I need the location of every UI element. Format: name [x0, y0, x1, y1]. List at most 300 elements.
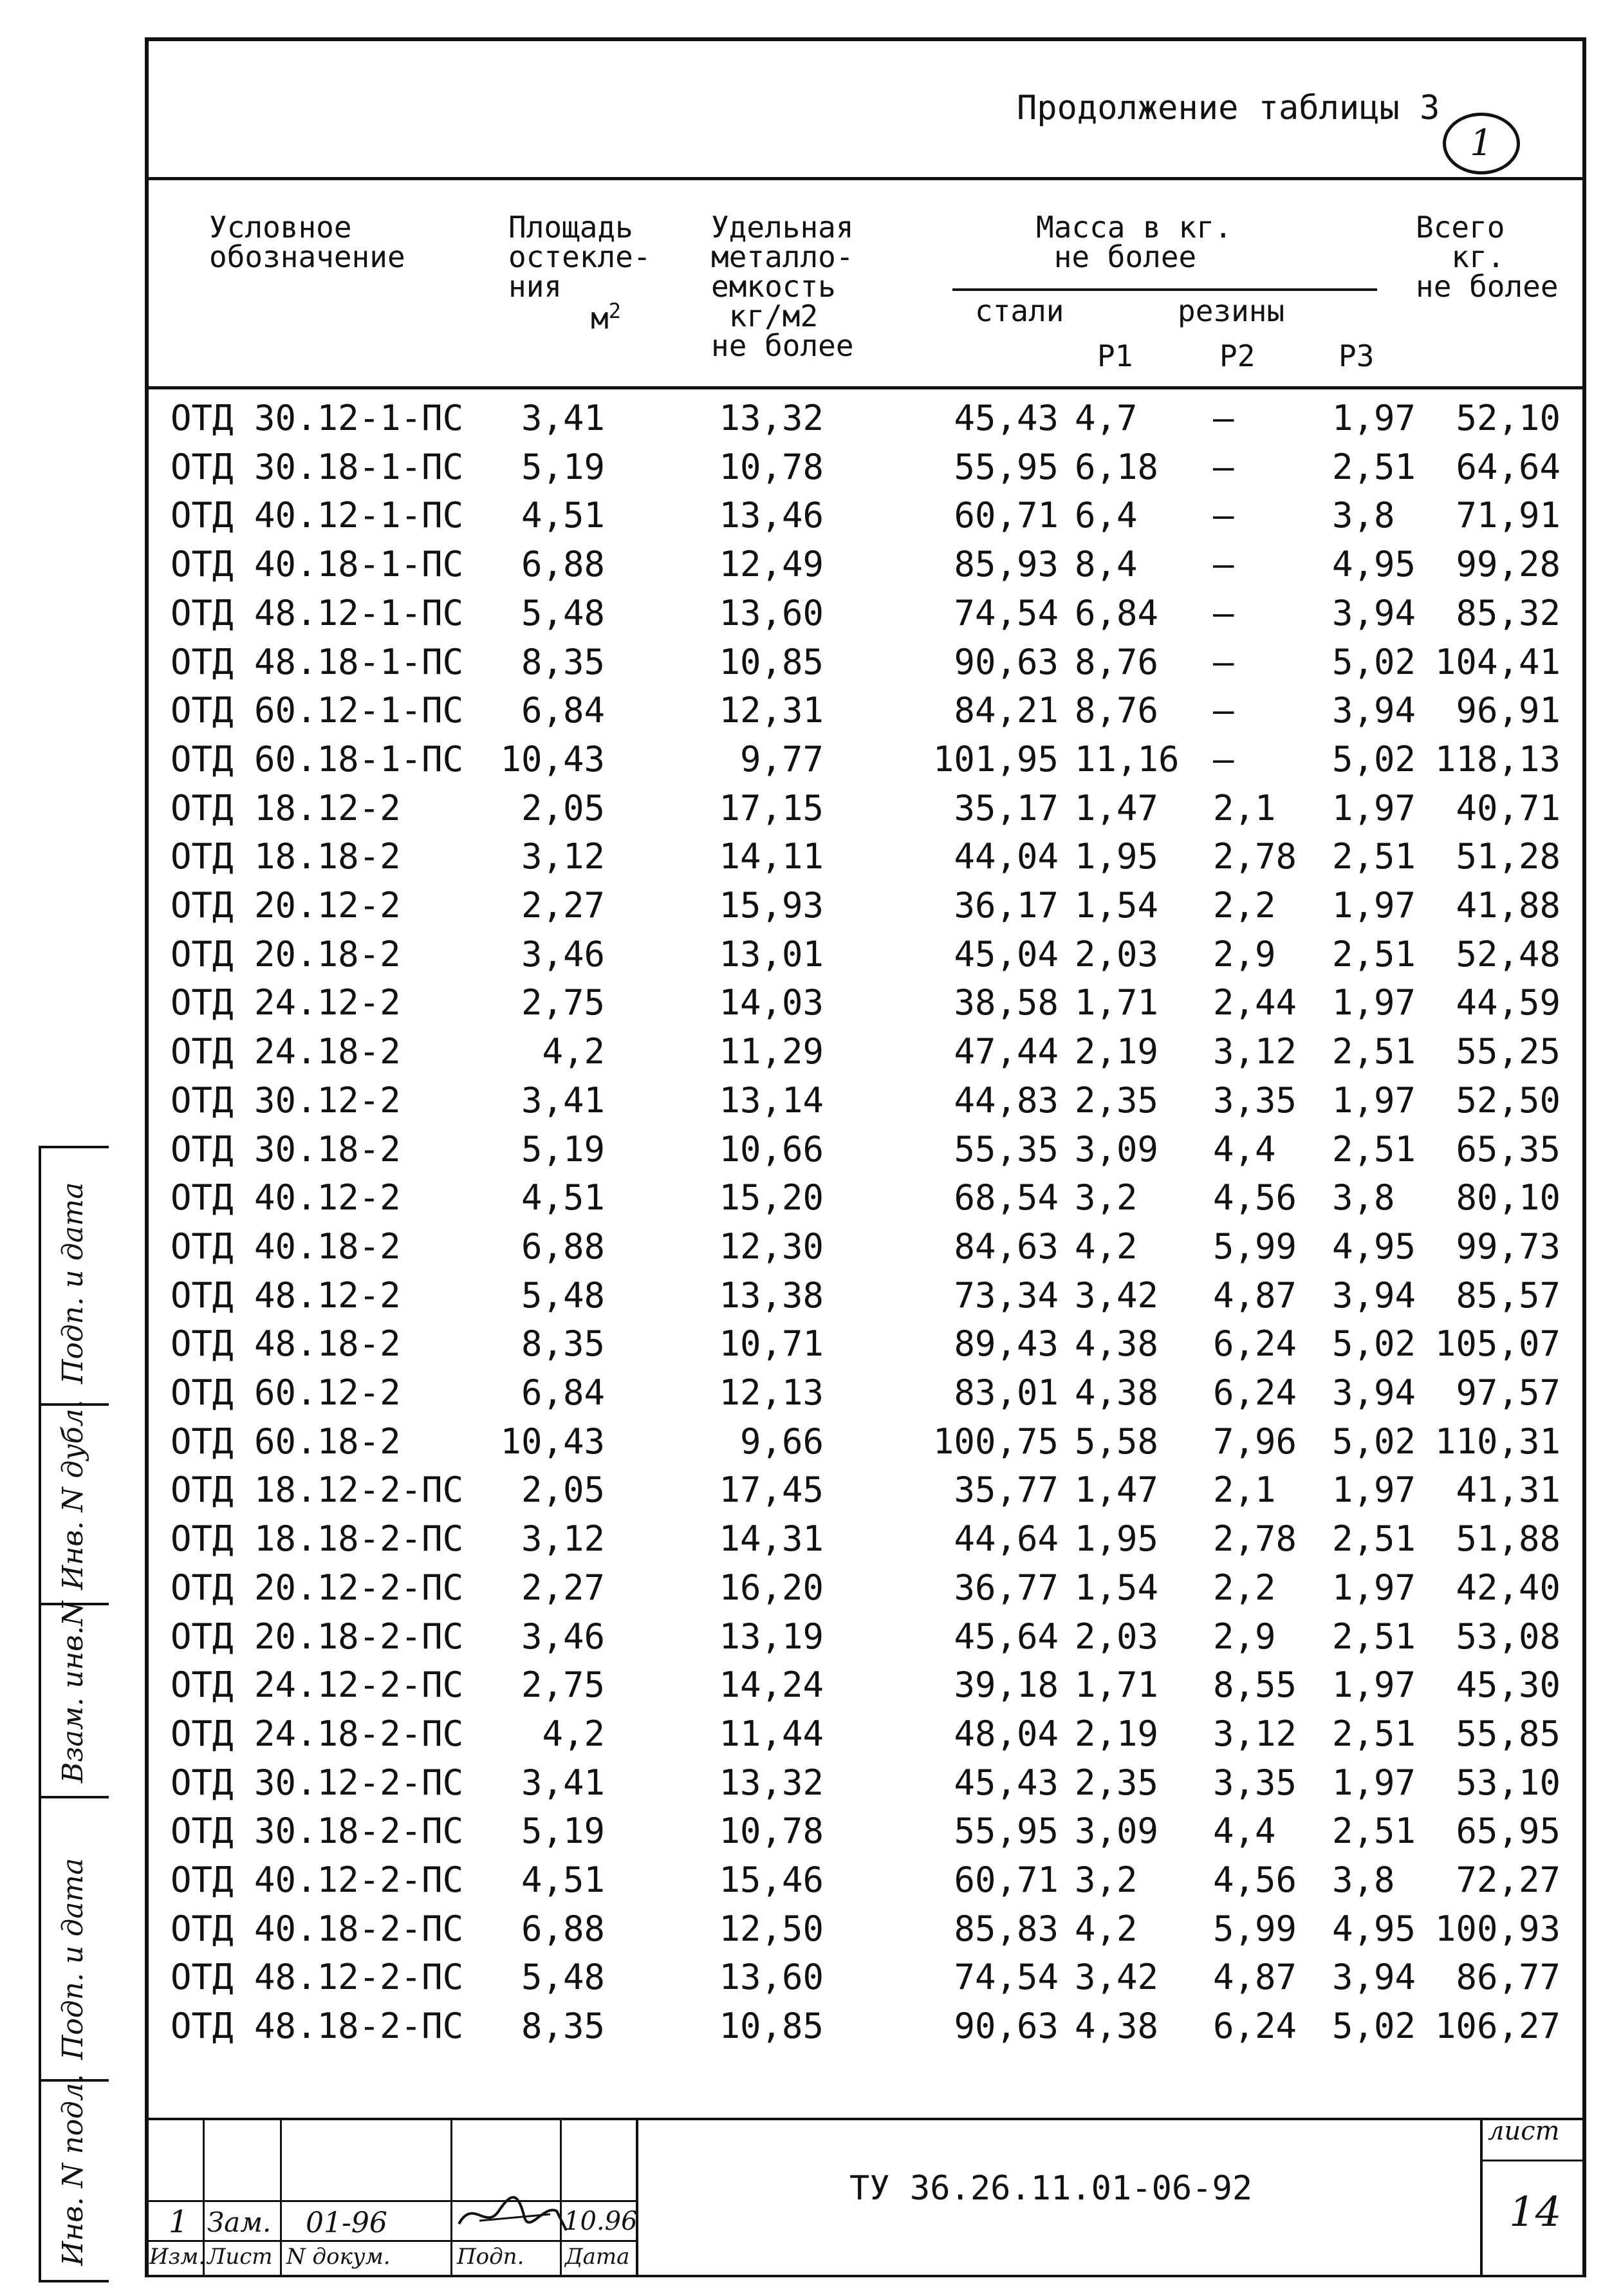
cell-designation: ОТД 48.18-1-ПС — [171, 641, 464, 682]
cell-p3: 2,51 — [1332, 1518, 1416, 1560]
cell-p3: 4,95 — [1332, 544, 1416, 585]
cell-area: 2,27 — [521, 1567, 605, 1608]
cell-p2: 8,55 — [1213, 1665, 1297, 1706]
cell-p3: 2,51 — [1332, 1031, 1416, 1072]
cell-p1: 11,16 — [1075, 738, 1180, 779]
table-row — [0, 1177, 1612, 1226]
cell-p3: 2,51 — [1332, 836, 1416, 877]
cell-area: 2,75 — [521, 1665, 605, 1706]
cell-p2: 6,24 — [1213, 1372, 1297, 1413]
cell-steel: 101,95 — [932, 738, 1059, 779]
table-row — [0, 1665, 1612, 1713]
cell-total: 72,27 — [1456, 1860, 1561, 1900]
cell-designation: ОТД 24.18-2 — [171, 1031, 401, 1072]
cell-area: 6,88 — [521, 1226, 605, 1267]
cell-area: 10,43 — [500, 1421, 605, 1462]
cell-p3: 1,97 — [1332, 885, 1416, 926]
cell-area: 6,88 — [521, 1908, 605, 1949]
cell-area: 3,46 — [521, 933, 605, 975]
cell-metal: 10,85 — [719, 2006, 824, 2047]
cell-p1: 3,2 — [1075, 1177, 1138, 1218]
cell-steel: 100,75 — [932, 1421, 1059, 1462]
table-row — [0, 982, 1612, 1031]
cell-steel: 38,58 — [954, 982, 1059, 1023]
cell-p1: 4,38 — [1075, 1323, 1159, 1365]
cell-designation: ОТД 30.18-1-ПС — [171, 446, 464, 487]
cell-designation: ОТД 30.18-2-ПС — [171, 1811, 464, 1852]
cell-designation: ОТД 60.12-1-ПС — [171, 690, 464, 731]
table-row — [0, 1713, 1612, 1762]
cell-p2: 3,35 — [1213, 1762, 1297, 1803]
cell-p1: 1,95 — [1075, 1518, 1159, 1560]
cell-steel: 60,71 — [954, 1860, 1059, 1900]
cell-p1: 3,09 — [1075, 1811, 1159, 1852]
cell-total: 55,85 — [1456, 1713, 1561, 1754]
cell-area: 4,2 — [542, 1713, 605, 1754]
side-podp-data-2: Подп. и дата — [57, 1858, 89, 2060]
cell-area: 5,48 — [521, 1957, 605, 1998]
cell-steel: 36,17 — [954, 885, 1059, 926]
cell-steel: 45,43 — [954, 1762, 1059, 1803]
cell-p3: 3,94 — [1332, 592, 1416, 633]
table-row — [0, 788, 1612, 836]
cell-p3: 2,51 — [1332, 1713, 1416, 1754]
table-row — [0, 1518, 1612, 1567]
cell-designation: ОТД 18.12-2-ПС — [171, 1470, 464, 1511]
stamp-col-rule — [1480, 2118, 1483, 2276]
cell-area: 5,19 — [521, 1128, 605, 1170]
cell-p3: 1,97 — [1332, 1567, 1416, 1608]
cell-designation: ОТД 20.18-2-ПС — [171, 1616, 464, 1657]
cell-p3: 2,51 — [1332, 446, 1416, 487]
cell-p2: – — [1213, 690, 1234, 731]
cell-steel: 60,71 — [954, 495, 1059, 536]
cell-designation: ОТД 20.12-2-ПС — [171, 1567, 464, 1608]
table-row — [0, 495, 1612, 543]
cell-total: 96,91 — [1456, 690, 1561, 731]
table-continuation-title: Продолжение таблицы 3 — [1017, 89, 1440, 127]
cell-p2: 2,78 — [1213, 836, 1297, 877]
stamp-col-podp: Подп. — [457, 2244, 524, 2270]
table-row — [0, 1275, 1612, 1323]
cell-area: 8,35 — [521, 2006, 605, 2047]
cell-designation: ОТД 48.12-2 — [171, 1274, 401, 1316]
cell-total: 45,30 — [1456, 1665, 1561, 1706]
cell-p2: 2,9 — [1213, 1616, 1276, 1657]
table-row — [0, 739, 1612, 787]
cell-metal: 10,78 — [719, 446, 824, 487]
cell-metal: 13,60 — [719, 1957, 824, 1998]
cell-total: 52,10 — [1456, 398, 1561, 438]
cell-total: 71,91 — [1456, 495, 1561, 536]
cell-p2: 3,12 — [1213, 1031, 1297, 1072]
cell-p3: 1,97 — [1332, 398, 1416, 438]
table-row — [0, 1226, 1612, 1274]
cell-p3: 1,97 — [1332, 787, 1416, 828]
cell-p2: 6,24 — [1213, 1323, 1297, 1365]
cell-metal: 13,60 — [719, 592, 824, 633]
cell-designation: ОТД 20.12-2 — [171, 885, 401, 926]
stamp-col-rule — [636, 2118, 638, 2276]
cell-steel: 44,04 — [954, 836, 1059, 877]
cell-total: 51,28 — [1456, 836, 1561, 877]
cell-total: 44,59 — [1456, 982, 1561, 1023]
cell-steel: 44,64 — [954, 1518, 1059, 1560]
cell-total: 100,93 — [1434, 1908, 1561, 1949]
stamp-sheet-rule — [1480, 2160, 1583, 2161]
cell-p1: 1,47 — [1075, 1470, 1159, 1511]
table-row — [0, 1567, 1612, 1616]
cell-metal: 15,93 — [719, 885, 824, 926]
stamp-rev-date: 10.96 — [564, 2207, 638, 2236]
cell-designation: ОТД 30.12-2-ПС — [171, 1762, 464, 1803]
cell-area: 2,27 — [521, 885, 605, 926]
side-inv-dubl: Инв. N дубл. — [57, 1399, 89, 1590]
cell-metal: 11,29 — [719, 1031, 824, 1072]
cell-p1: 1,95 — [1075, 836, 1159, 877]
cell-designation: ОТД 48.12-1-ПС — [171, 592, 464, 633]
cell-p2: 5,99 — [1213, 1226, 1297, 1267]
cell-total: 99,73 — [1456, 1226, 1561, 1267]
table-row — [0, 1129, 1612, 1177]
cell-designation: ОТД 24.12-2 — [171, 982, 401, 1023]
cell-total: 85,32 — [1456, 592, 1561, 633]
cell-p3: 2,51 — [1332, 1128, 1416, 1170]
cell-p3: 1,97 — [1332, 982, 1416, 1023]
cell-p3: 3,94 — [1332, 690, 1416, 731]
cell-metal: 14,31 — [719, 1518, 824, 1560]
cell-designation: ОТД 18.18-2 — [171, 836, 401, 877]
cell-p2: – — [1213, 592, 1234, 633]
cell-area: 2,05 — [521, 787, 605, 828]
cell-area: 3,46 — [521, 1616, 605, 1657]
cell-designation: ОТД 24.18-2-ПС — [171, 1713, 464, 1754]
cell-p2: – — [1213, 446, 1234, 487]
table-row — [0, 642, 1612, 690]
cell-total: 65,35 — [1456, 1128, 1561, 1170]
cell-designation: ОТД 48.12-2-ПС — [171, 1957, 464, 1998]
cell-total: 97,57 — [1456, 1372, 1561, 1413]
cell-p3: 4,95 — [1332, 1908, 1416, 1949]
cell-total: 110,31 — [1434, 1421, 1561, 1462]
stamp-rev-num: 1 — [169, 2204, 189, 2240]
table-row — [0, 934, 1612, 982]
cell-steel: 36,77 — [954, 1567, 1059, 1608]
stamp-rev-change: Зам. — [207, 2207, 272, 2238]
cell-designation: ОТД 30.18-2 — [171, 1128, 401, 1170]
cell-total: 41,88 — [1456, 885, 1561, 926]
header-glazing-area: Площадь остекле- ния — [508, 210, 651, 304]
cell-p1: 2,03 — [1075, 933, 1159, 975]
cell-p1: 1,47 — [1075, 787, 1159, 828]
cell-area: 3,12 — [521, 1518, 605, 1560]
stamp-rev-doc: 01-96 — [306, 2207, 387, 2239]
cell-designation: ОТД 20.18-2 — [171, 933, 401, 975]
cell-designation: ОТД 40.12-1-ПС — [171, 495, 464, 536]
sheet-number: 14 — [1509, 2189, 1562, 2236]
cell-designation: ОТД 24.12-2-ПС — [171, 1665, 464, 1706]
table-row — [0, 2006, 1612, 2054]
cell-p1: 4,38 — [1075, 2006, 1159, 2047]
cell-area: 5,48 — [521, 592, 605, 633]
cell-designation: ОТД 60.18-2 — [171, 1421, 401, 1462]
cell-p1: 6,84 — [1075, 592, 1159, 633]
cell-p3: 3,8 — [1332, 1860, 1395, 1900]
cell-steel: 39,18 — [954, 1665, 1059, 1706]
header-mass: Масса в кг. не более — [1036, 210, 1232, 274]
cell-designation: ОТД 48.18-2 — [171, 1323, 401, 1365]
cell-steel: 74,54 — [954, 592, 1059, 633]
mass-sub-rule — [952, 288, 1377, 291]
cell-p1: 4,38 — [1075, 1372, 1159, 1413]
side-vzam-inv: Взам. инв.N — [57, 1601, 89, 1783]
cell-metal: 13,14 — [719, 1079, 824, 1121]
cell-p3: 2,51 — [1332, 933, 1416, 975]
cell-steel: 55,95 — [954, 446, 1059, 487]
cell-area: 5,19 — [521, 1811, 605, 1852]
cell-p1: 1,54 — [1075, 1567, 1159, 1608]
cell-designation: ОТД 40.12-2-ПС — [171, 1860, 464, 1900]
cell-p3: 3,94 — [1332, 1957, 1416, 1998]
revision-mark: 1 — [1443, 113, 1520, 174]
table-row — [0, 1421, 1612, 1470]
cell-area: 2,05 — [521, 1470, 605, 1511]
cell-metal: 13,32 — [719, 1762, 824, 1803]
stamp-col-rule — [450, 2118, 452, 2276]
table-row — [0, 885, 1612, 933]
header-p3: Р3 — [1339, 339, 1375, 373]
cell-metal: 12,30 — [719, 1226, 824, 1267]
header-p1: Р1 — [1097, 339, 1133, 373]
cell-p3: 1,97 — [1332, 1079, 1416, 1121]
cell-p3: 5,02 — [1332, 1421, 1416, 1462]
cell-p1: 8,76 — [1075, 641, 1159, 682]
cell-metal: 14,24 — [719, 1665, 824, 1706]
cell-total: 55,25 — [1456, 1031, 1561, 1072]
cell-metal: 9,77 — [739, 738, 824, 779]
cell-p3: 2,51 — [1332, 1616, 1416, 1657]
cell-area: 10,43 — [500, 738, 605, 779]
table-row — [0, 593, 1612, 641]
cell-designation: ОТД 40.18-1-ПС — [171, 544, 464, 585]
side-podp-data-1: Подп. и дата — [57, 1182, 89, 1384]
cell-p1: 4,2 — [1075, 1908, 1138, 1949]
header-steel: стали — [975, 294, 1064, 328]
cell-p3: 1,97 — [1332, 1665, 1416, 1706]
cell-p2: 4,87 — [1213, 1274, 1297, 1316]
header-p2: Р2 — [1219, 339, 1255, 373]
cell-total: 40,71 — [1456, 787, 1561, 828]
cell-area: 6,84 — [521, 690, 605, 731]
cell-metal: 10,85 — [719, 641, 824, 682]
cell-p2: 2,2 — [1213, 1567, 1276, 1608]
table-row — [0, 1957, 1612, 2005]
cell-metal: 10,78 — [719, 1811, 824, 1852]
cell-steel: 45,64 — [954, 1616, 1059, 1657]
cell-p1: 5,58 — [1075, 1421, 1159, 1462]
cell-area: 6,88 — [521, 544, 605, 585]
cell-p2: 2,1 — [1213, 787, 1276, 828]
cell-area: 2,75 — [521, 982, 605, 1023]
cell-total: 65,95 — [1456, 1811, 1561, 1852]
cell-total: 118,13 — [1434, 738, 1561, 779]
cell-metal: 14,11 — [719, 836, 824, 877]
cell-p3: 5,02 — [1332, 641, 1416, 682]
cell-p1: 3,09 — [1075, 1128, 1159, 1170]
cell-p1: 4,2 — [1075, 1226, 1138, 1267]
cell-steel: 85,93 — [954, 544, 1059, 585]
table-row — [0, 836, 1612, 884]
cell-total: 104,41 — [1434, 641, 1561, 682]
cell-metal: 13,19 — [719, 1616, 824, 1657]
table-row — [0, 1909, 1612, 1957]
cell-metal: 9,66 — [739, 1421, 824, 1462]
cell-total: 86,77 — [1456, 1957, 1561, 1998]
cell-designation: ОТД 40.12-2 — [171, 1177, 401, 1218]
cell-designation: ОТД 18.18-2-ПС — [171, 1518, 464, 1560]
cell-p1: 2,35 — [1075, 1079, 1159, 1121]
cell-metal: 10,71 — [719, 1323, 824, 1365]
cell-area: 4,51 — [521, 1177, 605, 1218]
cell-designation: ОТД 40.18-2-ПС — [171, 1908, 464, 1949]
frame-top — [145, 37, 1586, 41]
cell-p3: 4,95 — [1332, 1226, 1416, 1267]
cell-p3: 3,8 — [1332, 495, 1395, 536]
table-row — [0, 1470, 1612, 1518]
cell-area: 3,12 — [521, 836, 605, 877]
table-row — [0, 1080, 1612, 1128]
cell-metal: 12,13 — [719, 1372, 824, 1413]
table-row — [0, 1031, 1612, 1079]
cell-p3: 5,02 — [1332, 2006, 1416, 2047]
stamp-col-list: Лист — [207, 2244, 273, 2270]
cell-steel: 44,83 — [954, 1079, 1059, 1121]
cell-p1: 3,2 — [1075, 1860, 1138, 1900]
cell-p1: 3,42 — [1075, 1957, 1159, 1998]
stamp-col-ndok: N докум. — [286, 2244, 391, 2270]
cell-steel: 90,63 — [954, 2006, 1059, 2047]
cell-steel: 89,43 — [954, 1323, 1059, 1365]
header-area-unit: $м^2$ — [591, 299, 621, 336]
cell-metal: 17,15 — [719, 787, 824, 828]
cell-area: 5,48 — [521, 1274, 605, 1316]
cell-metal: 12,31 — [719, 690, 824, 731]
cell-p1: 4,7 — [1075, 398, 1138, 438]
cell-total: 85,57 — [1456, 1274, 1561, 1316]
table-row — [0, 690, 1612, 738]
cell-p2: 4,4 — [1213, 1128, 1276, 1170]
cell-p3: 3,94 — [1332, 1274, 1416, 1316]
cell-metal: 13,01 — [719, 933, 824, 975]
table-row — [0, 1860, 1612, 1908]
cell-steel: 48,04 — [954, 1713, 1059, 1754]
side-stamp-divider — [39, 1796, 109, 1798]
cell-steel: 45,43 — [954, 398, 1059, 438]
cell-p3: 1,97 — [1332, 1762, 1416, 1803]
cell-p2: 2,9 — [1213, 933, 1276, 975]
cell-steel: 35,17 — [954, 787, 1059, 828]
cell-designation: ОТД 48.18-2-ПС — [171, 2006, 464, 2047]
sheet-label: лист — [1488, 2116, 1560, 2146]
cell-p1: 2,03 — [1075, 1616, 1159, 1657]
header-total: Всего кг. не более — [1416, 210, 1559, 304]
table-row — [0, 1811, 1612, 1859]
cell-area: 8,35 — [521, 1323, 605, 1365]
cell-area: 8,35 — [521, 641, 605, 682]
cell-steel: 68,54 — [954, 1177, 1059, 1218]
cell-p2: 4,56 — [1213, 1177, 1297, 1218]
cell-metal: 13,32 — [719, 398, 824, 438]
document-code: ТУ 36.26.11.01-06-92 — [849, 2169, 1253, 2208]
cell-steel: 84,21 — [954, 690, 1059, 731]
cell-p3: 5,02 — [1332, 738, 1416, 779]
cell-total: 51,88 — [1456, 1518, 1561, 1560]
signature-icon — [454, 2185, 570, 2243]
cell-area: 3,41 — [521, 398, 605, 438]
cell-metal: 11,44 — [719, 1713, 824, 1754]
cell-area: 6,84 — [521, 1372, 605, 1413]
cell-steel: 85,83 — [954, 1908, 1059, 1949]
cell-steel: 47,44 — [954, 1031, 1059, 1072]
stamp-col-izm: Изм. — [149, 2244, 206, 2270]
cell-steel: 55,95 — [954, 1811, 1059, 1852]
cell-area: 4,51 — [521, 495, 605, 536]
cell-total: 52,50 — [1456, 1079, 1561, 1121]
cell-area: 3,41 — [521, 1079, 605, 1121]
cell-p2: 4,4 — [1213, 1811, 1276, 1852]
cell-p2: 3,12 — [1213, 1713, 1297, 1754]
cell-p1: 6,18 — [1075, 446, 1159, 487]
cell-p1: 2,19 — [1075, 1031, 1159, 1072]
cell-designation: ОТД 30.12-2 — [171, 1079, 401, 1121]
stamp-top-rule — [147, 2118, 1583, 2120]
cell-total: 80,10 — [1456, 1177, 1561, 1218]
cell-p2: – — [1213, 738, 1234, 779]
cell-metal: 16,20 — [719, 1567, 824, 1608]
cell-p1: 1,71 — [1075, 1665, 1159, 1706]
table-row — [0, 544, 1612, 592]
cell-p1: 1,54 — [1075, 885, 1159, 926]
cell-total: 53,10 — [1456, 1762, 1561, 1803]
cell-p1: 8,4 — [1075, 544, 1138, 585]
header-designation: Условное обозначение — [209, 210, 405, 274]
cell-p2: 2,78 — [1213, 1518, 1297, 1560]
table-row — [0, 1616, 1612, 1665]
cell-steel: 35,77 — [954, 1470, 1059, 1511]
cell-p2: 3,35 — [1213, 1079, 1297, 1121]
cell-metal: 12,49 — [719, 544, 824, 585]
header-bottom-rule — [147, 386, 1583, 389]
cell-p2: – — [1213, 641, 1234, 682]
cell-p3: 5,02 — [1332, 1323, 1416, 1365]
cell-steel: 90,63 — [954, 641, 1059, 682]
cell-steel: 84,63 — [954, 1226, 1059, 1267]
cell-total: 52,48 — [1456, 933, 1561, 975]
cell-p2: – — [1213, 495, 1234, 536]
cell-metal: 13,46 — [719, 495, 824, 536]
cell-metal: 13,38 — [719, 1274, 824, 1316]
cell-metal: 14,03 — [719, 982, 824, 1023]
cell-total: 99,28 — [1456, 544, 1561, 585]
table-row — [0, 1372, 1612, 1421]
cell-p1: 2,35 — [1075, 1762, 1159, 1803]
table-row — [0, 447, 1612, 495]
table-row — [0, 1323, 1612, 1372]
stamp-bottom-rule — [147, 2275, 1583, 2277]
cell-metal: 15,46 — [719, 1860, 824, 1900]
cell-metal: 10,66 — [719, 1128, 824, 1170]
cell-area: 5,19 — [521, 446, 605, 487]
